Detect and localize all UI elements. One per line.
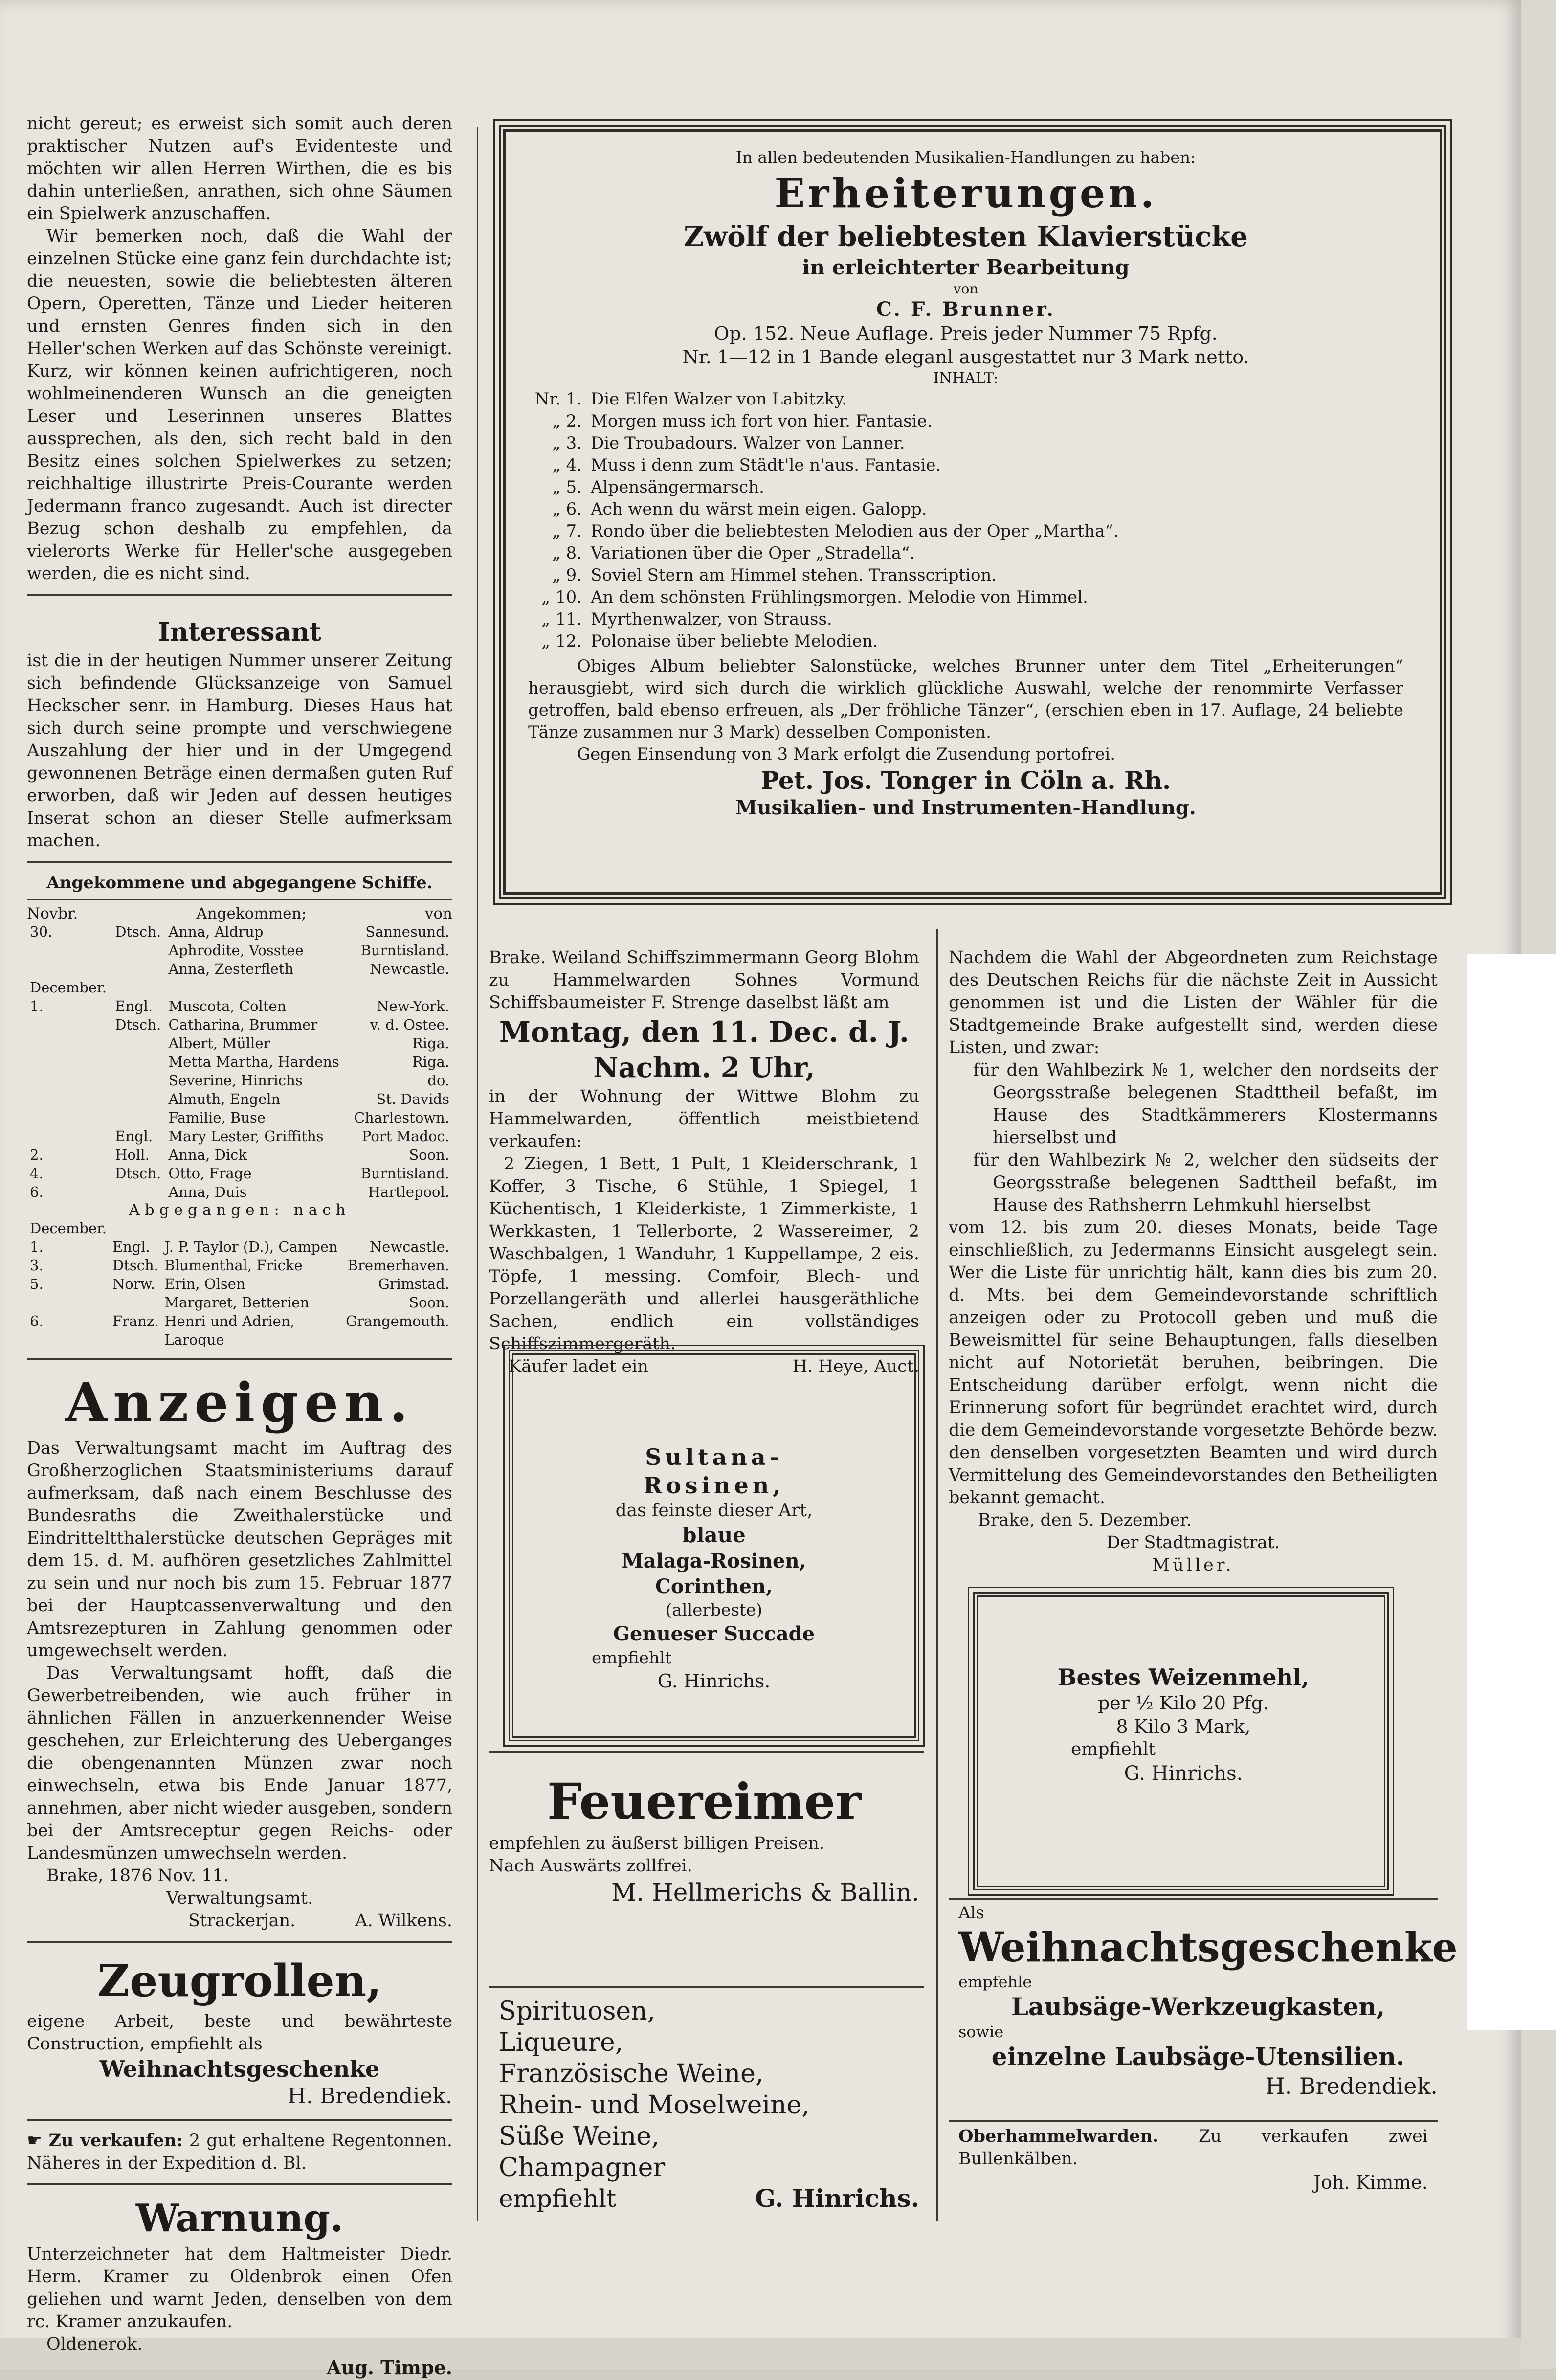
- music-order: Gegen Einsendung von 3 Mark erfolgt die Zusendung portofrei.: [577, 744, 1116, 764]
- ships-title: Angekommene und abgegangene Schiffe.: [46, 873, 433, 893]
- ship-cell: J. P. Taylor (D.), Campen: [164, 1238, 338, 1255]
- intro-text-2: Wir bemerken noch, daß die Wahl der einzelnen Stücke eine ganz fein durchdachte ist; die neuesten, sowie die beliebtesten älteren Opern, Operetten, Tänze und Lieder heiteren und ernsten Genres finden sich in den Heller'schen Werken auf das Schönste vereinigt. Kurz, wir können keinen aufrichtigeren, noch wohlmeinenderen Wunsch an die geneigten Leser und Leserinnen unseres Blattes aussprechen, als den, sich recht bald in den Besitz eines solchen Spielwerkes zu setzen; reichhaltige illustrirte Preis-Courante werden Jedermann franco zugesandt. Auch ist directer Bezug schon deshalb zu empfehlen, da vielerorts Werke für Heller'sche ausgegeben werden, die es nicht sind.: [27, 226, 452, 584]
- ship-cell: Riga.: [412, 1054, 449, 1070]
- music-von: von: [953, 281, 978, 297]
- ship-cell: 1.: [30, 998, 44, 1014]
- ship-cell: [27, 941, 112, 960]
- ship-cell: Riga.: [412, 1035, 449, 1052]
- ship-cell: Grangemouth.: [346, 1313, 449, 1329]
- ober-text: Zu verkaufen zwei Bullenkälben.: [958, 2127, 1428, 2169]
- weih-sig: H. Bredendiek.: [1265, 2073, 1438, 2099]
- ship-row: [27, 960, 452, 978]
- ship-cell: Port Madoc.: [362, 1128, 449, 1145]
- music-item-number: „ 5.: [552, 477, 582, 497]
- ship-row: [27, 1127, 452, 1145]
- weih-als: Als: [958, 1903, 984, 1923]
- ship-row: [27, 997, 452, 1015]
- ship-row: [27, 922, 452, 941]
- ship-cell: Grimstad.: [378, 1276, 449, 1292]
- ship-cell: 1.: [30, 1238, 44, 1255]
- music-list-item: [528, 432, 1403, 454]
- mehl-sig: G. Hinrichs.: [1124, 1762, 1243, 1785]
- divider: [27, 2119, 452, 2121]
- music-firm-2: Musikalien- und Instrumenten-Handlung.: [735, 796, 1196, 819]
- wahl-text-2: vom 12. bis zum 20. dieses Monats, beide Tage einschließlich, zu Jedermanns Einsicht ausgelegt sein. Wer die Liste für unrichtig hält, kann dies bis zum 20. d. Mts. bei dem Gemeindevorstande schriftlich anzeigen oder zu Protocoll geben und muß die Beweismittel für seine Behauptungen, falls dieselben nicht auf Notorietät beruhen, beibringen. Die Entscheidung darüber erfolgt, wenn nicht die Erinnerung sofort für begründet erachtet wird, durch die dem Gemeindevorstande vorgesetzte Behörde bezw. den denselben vorgesetzten Beamten und wird durch Vermittelung des Gemeindevorstandes den Betheiligten bekannt gemacht.: [949, 1218, 1438, 1507]
- ship-cell: Engl.: [112, 1238, 150, 1255]
- wahl-sig-1: Der Stadtmagistrat.: [1106, 1533, 1280, 1552]
- ship-cell: Bremerhaven.: [347, 1257, 449, 1274]
- ship-cell: [343, 1219, 452, 1237]
- ship-cell: Anna, Zesterfleth: [168, 961, 294, 977]
- sultana-l2: Rosinen,: [643, 1472, 785, 1499]
- feuereimer-title: Feuereimer: [547, 1773, 861, 1830]
- sultana-l4: blaue: [682, 1523, 746, 1547]
- ship-cell: 6.: [30, 1313, 44, 1329]
- music-item-number: „ 3.: [552, 433, 582, 453]
- music-item-number: „ 8.: [552, 543, 582, 563]
- ship-cell: Aphrodite, Vosstee: [168, 942, 304, 959]
- ship-cell: 5.: [30, 1276, 44, 1292]
- ship-cell: Catharina, Brummer: [168, 1016, 318, 1033]
- feuereimer-text-2: Nach Auswärts zollfrei.: [489, 1856, 692, 1876]
- warnung-place: Oldenerok.: [46, 2335, 143, 2354]
- ships-departed-table: [27, 1219, 452, 1349]
- music-item-title: Ach wenn du wärst mein eigen. Galopp.: [591, 499, 927, 519]
- music-item-title: Morgen muss ich fort von hier. Fantasie.: [591, 411, 933, 431]
- music-item-title: Die Troubadours. Walzer von Lanner.: [591, 433, 905, 453]
- ships-header-month: Novbr.: [27, 905, 78, 922]
- music-subtitle-2: in erleichterter Bearbeitung: [802, 255, 1130, 279]
- anzeigen-text-2: Das Verwaltungsamt hofft, daß die Gewerbetreibenden, wie auch früher in ähnlichen Fällen in anzuerkennender Weise geschehen, zur Erleichterung des Ueberganges die obengenannten Münzen zwar noch einwechseln, etwa bis Ende Januar 1877, annehmen, aber nicht wieder ausgeben, sondern bei der Amtsreceptur gegen Reichs- oder Landesmünzen umwechseln werden.: [27, 1663, 453, 1863]
- ship-cell: v. d. Ostee.: [370, 1016, 449, 1033]
- ships-header: [27, 905, 452, 922]
- spirit-sig: G. Hinrichs.: [755, 2184, 919, 2213]
- ship-cell: [112, 1090, 165, 1108]
- ship-cell: 3.: [30, 1257, 44, 1274]
- music-item-title: Soviel Stern am Himmel stehen. Transscription.: [591, 565, 997, 585]
- zeugrollen-text: eigene Arbeit, beste und bewährteste Construction, empfiehlt als: [27, 2012, 452, 2054]
- music-item-title: Rondo über die beliebtesten Melodien aus der Oper „Martha“.: [591, 521, 1119, 541]
- weih-l1: Laubsäge-Werkzeugkasten,: [1011, 1992, 1385, 2021]
- column-left: [27, 112, 452, 2380]
- ship-cell: [112, 1108, 165, 1127]
- spirit-l7: empfiehlt: [499, 2184, 617, 2213]
- spirit-l6: Champagner: [499, 2153, 666, 2182]
- anzeigen-sig-1: Verwaltungsamt.: [166, 1888, 313, 1908]
- wahl-bezirk-1: für den Wahlbezirk № 1, welcher den nordseits der Georgsstraße belegenen Stadttheil befaßt, im Hause des Stadtkämmerers Klostermanns hierselbst und: [973, 1060, 1438, 1147]
- ship-cell: [348, 978, 452, 997]
- auction-ad: [489, 946, 919, 1378]
- ship-row: [27, 1015, 452, 1034]
- anzeigen-sig-3: A. Wilkens.: [355, 1911, 452, 1931]
- sultana-ad: [518, 1443, 910, 1693]
- divider: [489, 1751, 924, 1753]
- ship-cell: Soon.: [409, 1294, 449, 1311]
- weih-empf: empfehle: [958, 1973, 1032, 1991]
- ship-cell: Norw.: [112, 1276, 156, 1292]
- anzeigen-signatures: [27, 1909, 452, 1932]
- ship-row: [27, 1293, 452, 1312]
- ship-row: [27, 1256, 452, 1275]
- music-item-title: Variationen über die Oper „Stradella“.: [591, 543, 915, 563]
- ship-cell: Almuth, Engeln: [168, 1091, 281, 1107]
- music-item-number: „ 12.: [541, 631, 582, 651]
- music-list-item: [528, 586, 1403, 608]
- sultana-l1: Sultana-: [645, 1444, 783, 1470]
- music-list-item: [528, 388, 1403, 410]
- weih-l2: einzelne Laubsäge-Utensilien.: [991, 2042, 1405, 2071]
- feuereimer-text: empfehlen zu äußerst billigen Preisen.: [489, 1834, 825, 1853]
- ship-cell: Anna, Dick: [168, 1146, 247, 1163]
- music-list-item: [528, 498, 1403, 520]
- ship-cell: [27, 1071, 112, 1090]
- spirit-l2: Liqueure,: [499, 2028, 623, 2057]
- ship-cell: [112, 1053, 165, 1071]
- divider: [27, 861, 452, 863]
- music-op-2: Nr. 1—12 in 1 Bande eleganl ausgestattet nur 3 Mark netto.: [682, 346, 1249, 368]
- weih-sowie: sowie: [958, 2022, 1004, 2041]
- ship-cell: Newcastle.: [369, 961, 449, 977]
- verkauf-text: 2 gut erhaltene Regentonnen. Näheres in der Expedition d. Bl.: [27, 2131, 452, 2173]
- music-list-item: [528, 542, 1403, 564]
- interessant-text: ist die in der heutigen Nummer unserer Zeitung sich befindende Glücksanzeige von Samuel Heckscher senr. in Hamburg. Dieses Haus hat sich durch seine prompte und verschwiegene Auszahlung der hier und in der Umgegend gewonnenen Beträge einen dermaßen guten Ruf erworben, daß wir Jeden auf dessen heutiges Inserat schon an dieser Stelle aufmerksam machen.: [27, 651, 452, 851]
- ober-sig: Joh. Kimme.: [1313, 2172, 1428, 2193]
- music-title: Erheiterungen.: [774, 170, 1157, 217]
- ship-row: [27, 1164, 452, 1183]
- ship-cell: 30.: [30, 923, 53, 940]
- divider: [27, 1941, 452, 1943]
- music-item-title: Alpensängermarsch.: [591, 477, 764, 497]
- ship-cell: [110, 1293, 161, 1312]
- ship-cell: Engl.: [115, 1128, 153, 1145]
- ober-ad: [958, 2125, 1428, 2195]
- music-head: In allen bedeutenden Musikalien-Handlungen zu haben:: [735, 148, 1196, 167]
- ship-cell: Sannesund.: [365, 923, 449, 940]
- ship-cell: [27, 1127, 112, 1145]
- ship-row: [27, 1275, 452, 1293]
- music-item-title: An dem schönsten Frühlingsmorgen. Melodie von Himmel.: [591, 587, 1088, 607]
- ship-row: [27, 1034, 452, 1053]
- ship-cell: [112, 1183, 165, 1201]
- ship-cell: do.: [427, 1072, 449, 1089]
- ship-cell: [27, 1108, 112, 1127]
- divider: [27, 899, 452, 900]
- auction-text-2: in der Wohnung der Wittwe Blohm zu Hammelwarden, öffentlich meistbietend verkaufen:: [489, 1087, 919, 1151]
- auction-text-1: Brake. Weiland Schiffszimmermann Georg Blohm zu Hammelwarden Sohnes Vormund Schiffsbaumeister F. Strenge daselbst läßt am: [489, 948, 919, 1012]
- ship-row: [27, 1108, 452, 1127]
- music-item-number: „ 9.: [552, 565, 582, 585]
- ship-cell: 2.: [30, 1146, 44, 1163]
- ship-cell: [166, 978, 348, 997]
- ship-row: [27, 1090, 452, 1108]
- music-body: Obiges Album beliebter Salonstücke, welches Brunner unter dem Titel „Erheiterungen“ herausgiebt, wird sich durch die wirklich glückliche Auswahl, welche der renommirte Verfasser getroffen, bald ebenso erfreuen, als „Der fröhliche Tänzer“, (erschien eben in 17. Auflage, 24 beliebte Tänze zusammen nur 3 Mark) desselben Componisten.: [528, 656, 1403, 742]
- anzeigen-place: Brake, 1876 Nov. 11.: [46, 1866, 229, 1886]
- ship-cell: [112, 1034, 165, 1053]
- ship-cell: Metta Martha, Hardens: [168, 1054, 339, 1070]
- zeugrollen-title: Zeugrollen,: [97, 1955, 382, 2007]
- music-list-item: [528, 520, 1403, 542]
- auction-date: Montag, den 11. Dec. d. J.: [499, 1015, 910, 1049]
- ships-header-arrived: Angekommen;: [196, 905, 307, 922]
- warnung-title: Warnung.: [135, 2196, 344, 2241]
- music-ad: [528, 147, 1403, 820]
- ship-cell: New-York.: [377, 998, 449, 1014]
- wahl-notice: [949, 946, 1438, 1576]
- ship-cell: [110, 1219, 161, 1237]
- ship-cell: Albert, Müller: [168, 1035, 270, 1052]
- music-item-title: Polonaise über beliebte Melodien.: [591, 631, 878, 651]
- mehl-l2: 8 Kilo 3 Mark,: [1116, 1716, 1251, 1737]
- spirit-footer: [499, 2183, 919, 2214]
- weih-ad: [958, 1903, 1458, 2100]
- hand-icon: ☛: [27, 2131, 49, 2151]
- spirit-l3: Französische Weine,: [499, 2059, 764, 2088]
- ship-cell: Newcastle.: [369, 1238, 449, 1255]
- divider: [27, 1358, 452, 1360]
- music-author: C. F. Brunner.: [876, 298, 1056, 321]
- ship-cell: Dtsch.: [115, 923, 161, 940]
- divider: [949, 1898, 1438, 1900]
- ship-cell: [27, 1053, 112, 1071]
- music-list-item: [528, 564, 1403, 586]
- ship-cell: Erin, Olsen: [164, 1276, 245, 1292]
- ship-cell: [112, 1071, 165, 1090]
- ship-cell: Dtsch.: [115, 1165, 161, 1182]
- feuereimer-sig: M. Hellmerichs & Ballin.: [611, 1878, 919, 1907]
- ship-cell: Engl.: [115, 998, 153, 1014]
- intro-text: nicht gereut; es erweist sich somit auch deren praktischer Nutzen auf's Evidenteste und möchten wir allen Herren Wirthen, die es bis dahin unterließen, anrathen, sich ohne Säumen ein Spielwerk anzuschaffen.: [27, 114, 452, 224]
- interessant-title: Interessant: [158, 617, 321, 647]
- music-item-number: „ 11.: [541, 609, 582, 629]
- music-list-item: [528, 630, 1403, 652]
- ship-row: [27, 1053, 452, 1071]
- column-rule-1: [477, 127, 478, 2221]
- verkauf-label: Zu verkaufen:: [48, 2131, 183, 2151]
- ship-cell: Familie, Buse: [168, 1109, 266, 1126]
- music-list-item: [528, 608, 1403, 630]
- music-list-item: [528, 454, 1403, 476]
- music-list-item: [528, 476, 1403, 498]
- ship-cell: Otto, Frage: [168, 1165, 252, 1182]
- ship-cell: Burntisland.: [360, 942, 449, 959]
- zeugrollen-sig: H. Bredendiek.: [287, 2084, 452, 2109]
- ship-cell: 4.: [30, 1165, 44, 1182]
- ship-cell: [161, 1219, 343, 1237]
- wahl-bezirk-2: für den Wahlbezirk № 2, welcher den südseits der Georgsstraße belegenen Sadttheil befaßt, im Hause des Rathsherrn Lehmkuhl hierselbst: [973, 1150, 1438, 1215]
- paper-tab: [1467, 954, 1556, 2030]
- divider: [27, 594, 452, 596]
- sultana-l5: Malaga-Rosinen,: [622, 1549, 806, 1572]
- column-rule-2: [936, 929, 938, 2221]
- ship-cell: Mary Lester, Griffiths: [168, 1128, 324, 1145]
- divider: [27, 2183, 452, 2185]
- mehl-l3: empfiehlt: [1071, 1739, 1156, 1759]
- ship-cell: [27, 1090, 112, 1108]
- ship-row: [27, 1219, 452, 1237]
- ship-cell: Holl.: [115, 1146, 150, 1163]
- ship-cell: December.: [30, 1220, 107, 1236]
- feuereimer-ad: [489, 1771, 919, 1908]
- ship-cell: Dtsch.: [115, 1016, 161, 1033]
- ship-cell: Muscota, Colten: [168, 998, 287, 1014]
- ship-cell: [27, 1293, 110, 1312]
- music-item-number: Nr. 1.: [534, 389, 582, 409]
- ship-cell: [27, 960, 112, 978]
- music-item-number: „ 7.: [552, 521, 582, 541]
- wahl-sig-2: Müller.: [1152, 1555, 1234, 1575]
- mehl-l1: per ½ Kilo 20 Pfg.: [1097, 1692, 1269, 1714]
- music-inhalt: INHALT:: [933, 370, 999, 387]
- ship-cell: Severine, Hinrichs: [168, 1072, 303, 1089]
- auction-sig-2: H. Heye, Auct.: [792, 1357, 919, 1376]
- music-op: Op. 152. Neue Auflage. Preis jeder Nummer 75 Rpfg.: [714, 323, 1218, 344]
- divider: [489, 1986, 924, 1988]
- ship-cell: Dtsch.: [112, 1257, 158, 1274]
- ship-cell: [112, 978, 165, 997]
- divider: [949, 2120, 1438, 2122]
- ship-row: [27, 1183, 452, 1201]
- sultana-l6: Corinthen,: [655, 1575, 773, 1598]
- mehl-ad: [983, 1663, 1384, 1786]
- ship-row: [27, 941, 452, 960]
- ship-cell: Anna, Aldrup: [168, 923, 264, 940]
- music-item-number: „ 4.: [552, 455, 582, 475]
- sultana-l9: empfiehlt: [592, 1648, 672, 1668]
- music-item-number: „ 6.: [552, 499, 582, 519]
- music-contents-list: [528, 388, 1403, 652]
- music-item-title: Muss i denn zum Städt'le n'aus. Fantasie.: [591, 455, 941, 475]
- ship-cell: [112, 941, 165, 960]
- spirit-l5: Süße Weine,: [499, 2122, 660, 2151]
- sultana-l8: Genueser Succade: [613, 1622, 815, 1645]
- spirit-l1: Spirituosen,: [499, 1997, 656, 2026]
- ships-arrived-table: [27, 922, 452, 1201]
- spirit-l4: Rhein- und Moselweine,: [499, 2090, 810, 2120]
- ship-cell: Hartlepool.: [368, 1184, 449, 1200]
- music-list-item: [528, 410, 1403, 432]
- warnung-text: Unterzeichneter hat dem Haltmeister Diedr. Herm. Kramer zu Oldenbrok einen Ofen geliehen und warnt Jeden, denselben von dem rc. Kramer anzukaufen.: [27, 2245, 452, 2332]
- ship-cell: Soon.: [409, 1146, 449, 1163]
- mehl-title: Bestes Weizenmehl,: [1057, 1664, 1310, 1690]
- sultana-l10: G. Hinrichs.: [657, 1670, 771, 1692]
- music-item-title: Die Elfen Walzer von Labitzky.: [591, 389, 847, 409]
- wahl-text-1: Nachdem die Wahl der Abgeordneten zum Reichstage des Deutschen Reichs für die nächste Zeit in Aussicht genommen ist und die Listen der Wähler für die Stadtgemeinde Brake aufgestellt sind, werden diese Listen, und zwar:: [949, 948, 1438, 1057]
- music-item-title: Myrthenwalzer, von Strauss.: [591, 609, 832, 629]
- sultana-l7: (allerbeste): [665, 1600, 763, 1620]
- ship-cell: [27, 1015, 112, 1034]
- ship-cell: Franz.: [112, 1313, 159, 1329]
- ship-cell: Blumenthal, Fricke: [164, 1257, 303, 1274]
- anzeigen-title: Anzeigen.: [65, 1371, 414, 1434]
- music-item-number: „ 2.: [552, 411, 582, 431]
- auction-time: Nachm. 2 Uhr,: [593, 1052, 815, 1084]
- ship-cell: St. Davids: [376, 1091, 449, 1107]
- ship-row: [27, 1312, 452, 1349]
- anzeigen-text: Das Verwaltungsamt macht im Auftrag des Großherzoglichen Staatsministeriums darauf aufmerksam, daß nach einem Beschlusse des Bundesraths die Zweithalerstücke und Eindritteltthalerstücke deutschen Gepräges mit dem 15. d. M. aufhören gesetzliches Zahlmittel zu sein und nur noch bis zum 15. Februar 1877 bei der Hauptcassenverwaltung und den Amtsrezepturen in Zahlung genommen oder umgewechselt werden.: [27, 1438, 452, 1661]
- anzeigen-sig-2: Strackerjan.: [188, 1911, 296, 1931]
- ship-cell: Anna, Duis: [168, 1184, 247, 1200]
- music-item-number: „ 10.: [541, 587, 582, 607]
- zeugrollen-bold: Weihnachtsgeschenke: [99, 2056, 380, 2082]
- ship-row: [27, 1237, 452, 1256]
- sultana-l3: das feinste dieser Art,: [615, 1501, 813, 1521]
- spirit-ad: [499, 1996, 919, 2214]
- ship-cell: [27, 1034, 112, 1053]
- ship-row: [27, 978, 452, 997]
- weih-title: Weihnachtsgeschenke: [958, 1924, 1458, 1971]
- music-firm: Pet. Jos. Tonger in Cöln a. Rh.: [760, 766, 1171, 795]
- auction-text-3: 2 Ziegen, 1 Bett, 1 Pult, 1 Kleiderschrank, 1 Koffer, 3 Tische, 6 Stühle, 1 Spiegel, 1 Küchentisch, 1 Kleiderkiste, 1 Zimmerkiste, 1 Werkkasten, 1 Tellerborte, 2 Wassereimer, 2 Waschbalgen, 1 Wanduhr, 1 Kuppellampe, 2 eis. Töpfe, 1 messing. Comfoir, Blech- und Porzellangeräth und allerlei hausgeräthliche Sachen, endlich ein vollständiges Schiffszimmergeräth.: [489, 1154, 919, 1354]
- ship-cell: December.: [30, 979, 107, 996]
- warnung-sig: Aug. Timpe.: [326, 2357, 452, 2379]
- ship-cell: Henri und Adrien, Laroque: [164, 1313, 295, 1348]
- ships-header-from: von: [424, 905, 452, 922]
- ober-title: Oberhammelwarden.: [958, 2126, 1159, 2146]
- ship-cell: Burntisland.: [360, 1165, 449, 1182]
- auction-sig-1: Käufer ladet ein: [509, 1357, 648, 1376]
- ship-cell: [112, 960, 165, 978]
- ship-row: [27, 1071, 452, 1090]
- music-subtitle: Zwölf der beliebtesten Klavierstücke: [684, 221, 1248, 253]
- ship-cell: 6.: [30, 1184, 44, 1200]
- wahl-place: Brake, den 5. Dezember.: [978, 1510, 1192, 1530]
- ships-departed-header: Abgegangen: nach: [129, 1201, 351, 1219]
- ship-cell: Margaret, Betterien: [164, 1294, 310, 1311]
- ship-cell: Charlestown.: [354, 1109, 449, 1126]
- ship-row: [27, 1145, 452, 1164]
